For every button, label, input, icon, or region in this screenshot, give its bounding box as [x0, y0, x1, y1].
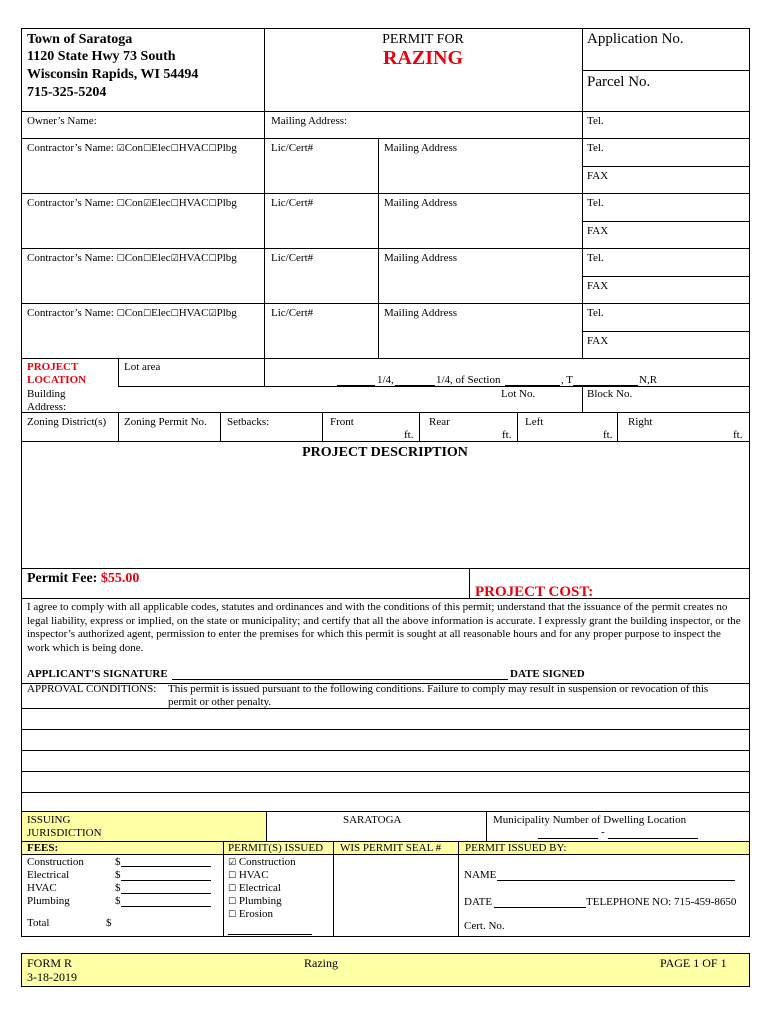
town-name: Town of Saratoga [27, 32, 133, 47]
project-description-area[interactable] [22, 464, 748, 567]
rule [322, 412, 323, 441]
checkbox-icon[interactable]: ☐ [208, 144, 217, 154]
rule [21, 303, 750, 304]
fees-label: FEES: [27, 842, 59, 854]
rule [469, 568, 470, 598]
checkbox-label: HVAC [238, 869, 269, 881]
ft-unit: ft. [502, 429, 512, 441]
contractor-con-name[interactable] [27, 142, 237, 156]
permit-fee-value: $55.00 [100, 571, 140, 586]
checkbox-checked-icon[interactable]: ☑ [143, 199, 152, 209]
option-label: Elec [151, 252, 171, 264]
cert-no-field[interactable]: Cert. No. [464, 920, 505, 932]
footer-title: Razing [304, 956, 338, 970]
contractor-fax-field[interactable]: FAX [587, 335, 609, 347]
checkbox-icon[interactable]: ☐ [228, 897, 237, 907]
checkbox-label: Erosion [238, 908, 274, 920]
rule [21, 441, 750, 442]
rule [582, 331, 750, 332]
option-label: Elec [151, 307, 171, 319]
option-label: Con [124, 197, 144, 209]
permit-construction-check[interactable] [228, 856, 296, 870]
rule [573, 385, 638, 386]
lot-area-field[interactable]: Lot area [124, 361, 161, 373]
rule [497, 880, 735, 881]
rule [582, 386, 583, 412]
rule [264, 358, 265, 386]
frame-right [749, 28, 750, 937]
rule [582, 166, 750, 167]
rule [266, 811, 267, 841]
option-label: Plbg [216, 142, 237, 154]
checkbox-checked-icon[interactable]: ☑ [170, 254, 179, 264]
rule [21, 111, 750, 112]
contractor-label: Contractor’s Name: [27, 197, 114, 209]
agreement-text: I agree to comply with all applicable codes, statutes and ordinances and with the conditions of this permit; understand that the issuance of the permit creates no legal liability, express or implied, on the state or municipality; and certify that all the above information is accurate. I expressly grant the building inspector, or the inspector’s authorized agent, permission to enter the premises for which this permit is sought at all reasonable hours and for any proper purpose to inspect the work which is being done. [27, 601, 741, 654]
checkbox-label: Plumbing [238, 895, 282, 907]
checkbox-label: Construction [238, 856, 296, 868]
contractor-mailing-field[interactable]: Mailing Address [384, 307, 458, 319]
permit-issued-by-label: PERMIT ISSUED BY: [465, 842, 567, 854]
rule [21, 729, 750, 730]
rule [517, 412, 518, 441]
rule [486, 811, 487, 841]
municipality-dash: - [601, 826, 605, 838]
rule [228, 934, 312, 935]
rule [21, 986, 750, 987]
checkbox-icon[interactable]: ☐ [143, 144, 152, 154]
checkbox-icon[interactable]: ☐ [143, 254, 152, 264]
checkbox-icon[interactable]: ☐ [208, 254, 217, 264]
approval-conditions-label: APPROVAL CONDITIONS: [27, 683, 157, 695]
rule [21, 953, 750, 954]
contractor-label: Contractor’s Name: [27, 142, 114, 154]
setback-right-field[interactable]: Right [628, 416, 653, 428]
fee-plumbing-label: Plumbing [27, 895, 70, 907]
approval-conditions-text: permit or other penalty. [168, 696, 272, 708]
rule [121, 880, 211, 881]
setbacks-label: Setbacks: [227, 416, 270, 428]
option-label: Elec [151, 197, 171, 209]
ft-unit: ft. [404, 429, 414, 441]
town-address-city: Wisconsin Rapids, WI 54494 [27, 67, 199, 82]
checkbox-icon[interactable]: ☐ [170, 199, 179, 209]
zoning-permit-field[interactable]: Zoning Permit No. [124, 416, 207, 428]
rule [21, 568, 750, 569]
option-label: Elec [151, 142, 171, 154]
checkbox-checked-icon[interactable]: ☑ [228, 858, 237, 868]
rule [21, 953, 22, 987]
checkbox-icon[interactable]: ☐ [228, 910, 237, 920]
jurisdiction-name: SARATOGA [343, 814, 402, 826]
permit-type-title: RAZING [382, 47, 463, 69]
checkbox-icon[interactable]: ☐ [116, 199, 125, 209]
contractor-mailing-field[interactable]: Mailing Address [384, 252, 458, 264]
town-address-street: 1120 State Hwy 73 South [27, 49, 176, 64]
contractor-lic-field[interactable]: Lic/Cert# [271, 307, 314, 319]
rule [582, 70, 750, 71]
range-field[interactable]: N,R [639, 374, 658, 386]
rule [21, 811, 750, 812]
rule [21, 193, 750, 194]
issuing-jurisdiction-label: JURISDICTION [27, 827, 102, 839]
ft-unit: ft. [603, 429, 613, 441]
contractor-mailing-field[interactable]: Mailing Address [384, 142, 458, 154]
owner-mailing-field[interactable]: Mailing Address: [271, 115, 348, 127]
contractor-fax-field[interactable]: FAX [587, 225, 609, 237]
permit-fee [27, 570, 139, 588]
contractor-tel-field[interactable]: Tel. [587, 197, 604, 209]
issue-date-field[interactable]: DATE [464, 896, 493, 908]
checkbox-icon[interactable]: ☐ [208, 199, 217, 209]
project-description-title: PROJECT DESCRIPTION [302, 445, 468, 460]
fee-construction-label: Construction [27, 856, 84, 868]
zoning-districts-field[interactable]: Zoning District(s) [27, 416, 107, 428]
building-address-label: Building [27, 388, 66, 400]
option-label: Plbg [216, 197, 237, 209]
permits-issued-label: PERMIT(S) ISSUED [228, 842, 324, 854]
rule [21, 708, 750, 709]
applicant-signature-label[interactable]: APPLICANT'S SIGNATURE [27, 668, 168, 680]
project-location-label: LOCATION [27, 374, 87, 386]
option-label: HVAC [178, 142, 209, 154]
issuer-name-field[interactable]: NAME [464, 869, 497, 881]
form-id: FORM R [27, 956, 73, 970]
footer-highlight [21, 953, 749, 986]
permit-erosion-check[interactable] [228, 908, 273, 922]
rule [121, 906, 211, 907]
rule [494, 907, 586, 908]
rule [118, 358, 119, 386]
checkbox-icon[interactable]: ☐ [143, 309, 152, 319]
setback-front-field[interactable]: Front [330, 416, 354, 428]
checkbox-checked-icon[interactable]: ☑ [208, 309, 217, 319]
application-no-field[interactable]: Application No. [587, 31, 684, 47]
rule [121, 893, 211, 894]
quarter-field[interactable]: 1/4, [377, 374, 394, 386]
option-label: Con [124, 252, 144, 264]
building-address-label: Address: [27, 401, 67, 413]
contractor-label: Contractor’s Name: [27, 307, 114, 319]
checkbox-icon[interactable]: ☐ [228, 884, 237, 894]
rule [21, 138, 750, 139]
rule [21, 248, 750, 249]
project-location-label: PROJECT [27, 361, 79, 373]
setback-rear-field[interactable]: Rear [429, 416, 450, 428]
fee-hvac-field[interactable]: $ [115, 882, 121, 894]
contractor-lic-field[interactable]: Lic/Cert# [271, 197, 314, 209]
owner-name-field[interactable]: Owner’s Name: [27, 115, 97, 127]
permit-fee-label: Permit Fee: [27, 571, 98, 586]
checkbox-icon[interactable]: ☐ [116, 254, 125, 264]
rule [21, 412, 750, 413]
option-label: HVAC [178, 197, 209, 209]
checkbox-icon[interactable]: ☐ [228, 871, 237, 881]
rule [172, 679, 508, 680]
fee-electrical-label: Electrical [27, 869, 70, 881]
rule [582, 276, 750, 277]
setback-left-field[interactable]: Left [525, 416, 544, 428]
contractor-fax-field[interactable]: FAX [587, 170, 609, 182]
contractor-tel-field[interactable]: Tel. [587, 142, 604, 154]
permit-for-label: PERMIT FOR [382, 32, 464, 47]
fee-hvac-label: HVAC [27, 882, 57, 894]
checkbox-icon[interactable]: ☐ [170, 144, 179, 154]
rule [458, 841, 459, 937]
rule [337, 385, 375, 386]
form-date: 3-18-2019 [27, 970, 77, 984]
rule [749, 953, 750, 987]
rule [419, 412, 420, 441]
option-label: HVAC [178, 307, 209, 319]
contractor-lic-field[interactable]: Lic/Cert# [271, 252, 314, 264]
rule [21, 792, 750, 793]
rule [21, 358, 750, 359]
issuing-jurisdiction-label: ISSUING [27, 814, 71, 826]
rule [118, 412, 119, 441]
rule [223, 841, 224, 937]
owner-tel-field[interactable]: Tel. [587, 115, 604, 127]
contractor-tel-field[interactable]: Tel. [587, 307, 604, 319]
fee-total-label: Total [27, 917, 50, 929]
option-label: Plbg [216, 307, 237, 319]
telephone-number: TELEPHONE NO: 715-459-8650 [586, 896, 737, 908]
contractor-hvac-name[interactable] [27, 252, 237, 266]
permit-plumbing-check[interactable] [228, 895, 282, 909]
permit-electrical-check[interactable] [228, 882, 281, 896]
rule [538, 838, 598, 839]
contractor-elec-name[interactable] [27, 197, 237, 211]
permit-hvac-check[interactable] [228, 869, 269, 883]
rule [121, 866, 211, 867]
fee-construction-field[interactable]: $ [115, 856, 121, 868]
approval-conditions-text: This permit is issued pursuant to the following conditions. Failure to comply may result in suspension or revocation of this [168, 683, 709, 695]
frame-top [21, 28, 750, 29]
parcel-no-field[interactable]: Parcel No. [587, 74, 651, 90]
fee-plumbing-field[interactable]: $ [115, 895, 121, 907]
rule [21, 598, 750, 599]
rule [264, 111, 265, 359]
checkbox-icon[interactable]: ☐ [170, 309, 179, 319]
lot-no-field[interactable]: Lot No. [501, 388, 536, 400]
rule [333, 841, 334, 937]
date-signed-label[interactable]: DATE SIGNED [510, 668, 585, 680]
rule [608, 838, 698, 839]
checkbox-icon[interactable]: ☐ [116, 309, 125, 319]
township-field[interactable]: , T [561, 374, 574, 386]
option-label: Con [124, 307, 144, 319]
rule [395, 385, 435, 386]
contractor-fax-field[interactable]: FAX [587, 280, 609, 292]
quarter-section-field[interactable]: 1/4, of Section [436, 374, 501, 386]
page-number: PAGE 1 OF 1 [660, 956, 727, 970]
ft-unit: ft. [733, 429, 743, 441]
contractor-mailing-field[interactable]: Mailing Address [384, 197, 458, 209]
municipality-number-field[interactable]: Municipality Number of Dwelling Location [493, 814, 687, 826]
option-label: HVAC [178, 252, 209, 264]
rule [582, 111, 583, 359]
project-cost-field[interactable]: PROJECT COST: [475, 584, 594, 600]
rule [582, 221, 750, 222]
rule [21, 771, 750, 772]
fee-electrical-field[interactable]: $ [115, 869, 121, 881]
rule [505, 385, 560, 386]
option-label: Plbg [216, 252, 237, 264]
town-phone: 715-325-5204 [27, 85, 107, 100]
option-label: Con [124, 142, 144, 154]
wis-seal-label: WIS PERMIT SEAL # [340, 842, 442, 854]
contractor-tel-field[interactable]: Tel. [587, 252, 604, 264]
rule [21, 750, 750, 751]
fee-total-field[interactable]: $ [106, 917, 112, 929]
rule [220, 412, 221, 441]
rule [617, 412, 618, 441]
rule [21, 936, 750, 937]
checkbox-label: Electrical [238, 882, 281, 894]
contractor-label: Contractor’s Name: [27, 252, 114, 264]
contractor-lic-field[interactable]: Lic/Cert# [271, 142, 314, 154]
checkbox-checked-icon[interactable]: ☑ [116, 144, 125, 154]
contractor-plbg-name[interactable] [27, 307, 237, 321]
block-no-field[interactable]: Block No. [587, 388, 633, 400]
